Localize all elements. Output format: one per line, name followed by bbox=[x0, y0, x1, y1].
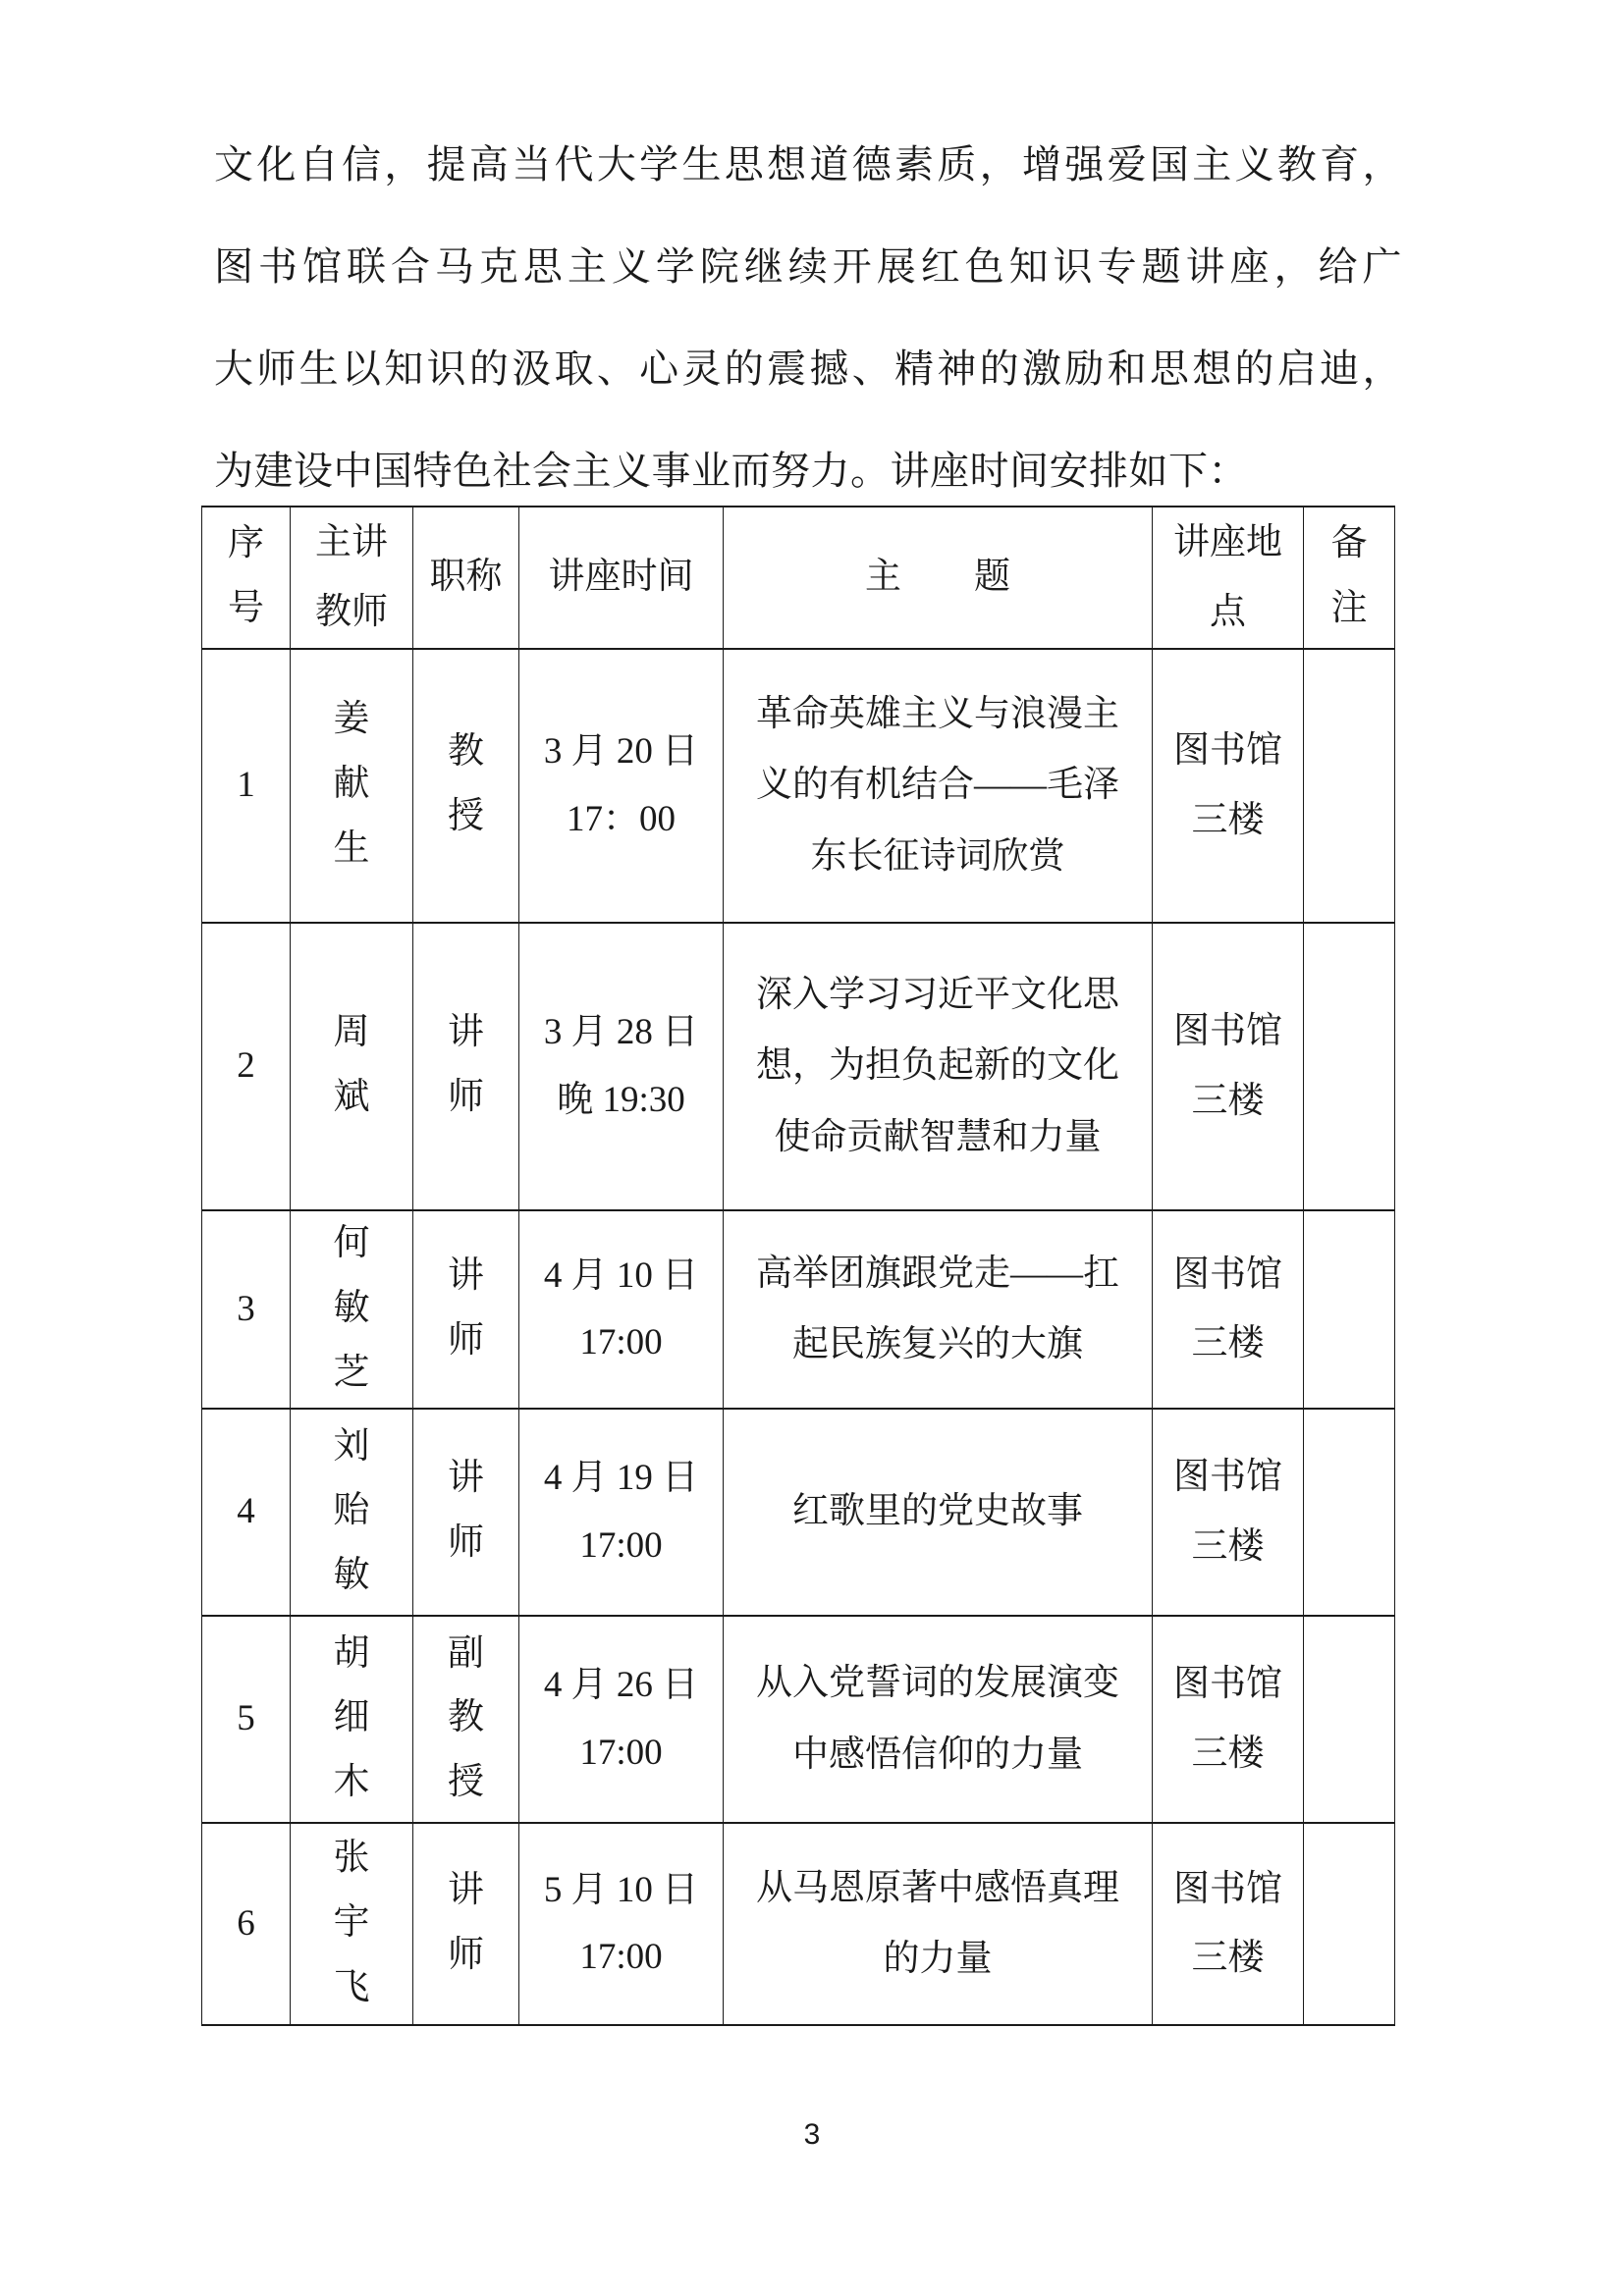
teacher-title: 教授 bbox=[447, 731, 484, 837]
cell-location bbox=[1153, 649, 1304, 923]
lecture-topic: 革命英雄主义与浪漫主义的有机结合——毛泽东长征诗词欣赏 bbox=[756, 694, 1119, 877]
cell-note bbox=[1304, 1823, 1395, 2025]
lecture-date: 4 月 19 日 bbox=[543, 1458, 699, 1499]
cell-no bbox=[202, 1409, 291, 1616]
row-number: 5 bbox=[237, 1698, 255, 1739]
table-header-row bbox=[202, 507, 1395, 649]
lecture-topic: 红歌里的党史故事 bbox=[792, 1491, 1083, 1532]
lecture-date: 4 月 26 日 bbox=[543, 1665, 699, 1706]
lecture-hour: 晚 19:30 bbox=[557, 1079, 685, 1120]
lecture-date: 4 月 10 日 bbox=[543, 1255, 699, 1296]
intro-line: 大师生以知识的汲取、心灵的震撼、精神的激励和思想的启迪， bbox=[214, 347, 1402, 391]
teacher-title: 讲师 bbox=[447, 1869, 484, 1975]
cell-title bbox=[413, 649, 519, 923]
lecture-date: 3 月 20 日 bbox=[543, 731, 699, 773]
page-number: 3 bbox=[803, 2118, 821, 2151]
teacher-name: 张宇飞 bbox=[333, 1838, 370, 2007]
intro-line: 图书馆联合马克思主义学院继续开展红色知识专题讲座，给广 bbox=[214, 244, 1402, 289]
lecture-hour: 17:00 bbox=[579, 1937, 663, 1978]
table-row bbox=[202, 1823, 1395, 2025]
teacher-title: 副教授 bbox=[447, 1632, 484, 1803]
lecture-location: 图书馆三楼 bbox=[1173, 730, 1282, 840]
cell-title bbox=[413, 923, 519, 1210]
table-row bbox=[202, 1210, 1395, 1409]
cell-time bbox=[519, 1409, 724, 1616]
row-number: 2 bbox=[237, 1045, 255, 1087]
row-number: 6 bbox=[237, 1902, 255, 1944]
lecture-topic: 从入党誓词的发展演变中感悟信仰的力量 bbox=[756, 1663, 1119, 1775]
table-row bbox=[202, 1616, 1395, 1823]
teacher-name: 刘贻敏 bbox=[333, 1425, 370, 1596]
cell-time bbox=[519, 923, 724, 1210]
cell-teacher bbox=[291, 1823, 413, 2025]
lecture-hour: 17:00 bbox=[579, 1732, 663, 1773]
lecture-topic: 从马恩原著中感悟真理的力量 bbox=[756, 1867, 1119, 1980]
lecture-hour: 17:00 bbox=[579, 1322, 663, 1362]
row-number: 3 bbox=[237, 1288, 255, 1329]
header-note bbox=[1304, 507, 1395, 649]
cell-no bbox=[202, 649, 291, 923]
row-number: 1 bbox=[237, 765, 255, 806]
teacher-name: 胡细木 bbox=[333, 1632, 370, 1803]
lecture-date: 3 月 28 日 bbox=[543, 1012, 699, 1053]
cell-topic bbox=[724, 1823, 1153, 2025]
header-title-label: 职称 bbox=[429, 557, 503, 598]
lecture-topic: 高举团旗跟党走——扛起民族复兴的大旗 bbox=[756, 1253, 1119, 1364]
intro-paragraph bbox=[214, 114, 1402, 522]
cell-no bbox=[202, 923, 291, 1210]
lecture-hour: 17：00 bbox=[567, 798, 676, 839]
intro-line: 文化自信，提高当代大学生思想道德素质，增强爱国主义教育， bbox=[214, 142, 1402, 187]
header-title bbox=[413, 507, 519, 649]
cell-title bbox=[413, 1616, 519, 1823]
table-row bbox=[202, 923, 1395, 1210]
cell-topic bbox=[724, 1616, 1153, 1823]
teacher-name: 何敏芝 bbox=[333, 1223, 370, 1393]
cell-no bbox=[202, 1616, 291, 1823]
header-location-label: 讲座地点 bbox=[1173, 522, 1282, 632]
cell-topic bbox=[724, 1210, 1153, 1409]
cell-title bbox=[413, 1823, 519, 2025]
teacher-title: 讲师 bbox=[447, 1012, 484, 1118]
cell-location bbox=[1153, 1210, 1304, 1409]
table-row bbox=[202, 649, 1395, 923]
cell-teacher bbox=[291, 923, 413, 1210]
cell-time bbox=[519, 1210, 724, 1409]
cell-time bbox=[519, 649, 724, 923]
lecture-location: 图书馆三楼 bbox=[1173, 1664, 1282, 1774]
cell-location bbox=[1153, 1823, 1304, 2025]
cell-note bbox=[1304, 649, 1395, 923]
header-time bbox=[519, 507, 724, 649]
header-location bbox=[1153, 507, 1304, 649]
cell-no bbox=[202, 1823, 291, 2025]
cell-topic bbox=[724, 1409, 1153, 1616]
cell-topic bbox=[724, 923, 1153, 1210]
table-row bbox=[202, 1409, 1395, 1616]
cell-no bbox=[202, 1210, 291, 1409]
header-topic-label: 主 题 bbox=[865, 557, 1010, 598]
cell-note bbox=[1304, 1616, 1395, 1823]
cell-topic bbox=[724, 649, 1153, 923]
lecture-location: 图书馆三楼 bbox=[1173, 1254, 1282, 1363]
lecture-location: 图书馆三楼 bbox=[1173, 1868, 1282, 1979]
cell-teacher bbox=[291, 649, 413, 923]
header-teacher bbox=[291, 507, 413, 649]
cell-time bbox=[519, 1616, 724, 1823]
intro-line: 为建设中国特色社会主义事业而努力。讲座时间安排如下： bbox=[214, 449, 1248, 493]
lecture-location: 图书馆三楼 bbox=[1173, 1457, 1282, 1567]
header-note-label: 备注 bbox=[1330, 523, 1368, 629]
lecture-schedule-table bbox=[201, 506, 1395, 2026]
header-topic bbox=[724, 507, 1153, 649]
cell-note bbox=[1304, 1409, 1395, 1616]
header-time-label: 讲座时间 bbox=[548, 557, 694, 598]
lecture-hour: 17:00 bbox=[579, 1524, 663, 1566]
header-teacher-label: 主讲教师 bbox=[315, 522, 388, 632]
cell-note bbox=[1304, 923, 1395, 1210]
cell-note bbox=[1304, 1210, 1395, 1409]
lecture-topic: 深入学习习近平文化思想，为担负起新的文化使命贡献智慧和力量 bbox=[756, 975, 1119, 1157]
teacher-title: 讲师 bbox=[447, 1255, 484, 1361]
cell-title bbox=[413, 1409, 519, 1616]
cell-title bbox=[413, 1210, 519, 1409]
cell-teacher bbox=[291, 1409, 413, 1616]
cell-location bbox=[1153, 923, 1304, 1210]
header-no-label: 序号 bbox=[227, 523, 264, 629]
teacher-name: 姜献生 bbox=[333, 699, 370, 870]
lecture-location: 图书馆三楼 bbox=[1173, 1011, 1282, 1121]
cell-teacher bbox=[291, 1616, 413, 1823]
cell-time bbox=[519, 1823, 724, 2025]
cell-teacher bbox=[291, 1210, 413, 1409]
cell-location bbox=[1153, 1409, 1304, 1616]
teacher-title: 讲师 bbox=[447, 1458, 484, 1564]
row-number: 4 bbox=[237, 1491, 255, 1532]
lecture-date: 5 月 10 日 bbox=[543, 1869, 699, 1910]
header-no bbox=[202, 507, 291, 649]
cell-location bbox=[1153, 1616, 1304, 1823]
teacher-name: 周斌 bbox=[333, 1012, 370, 1118]
